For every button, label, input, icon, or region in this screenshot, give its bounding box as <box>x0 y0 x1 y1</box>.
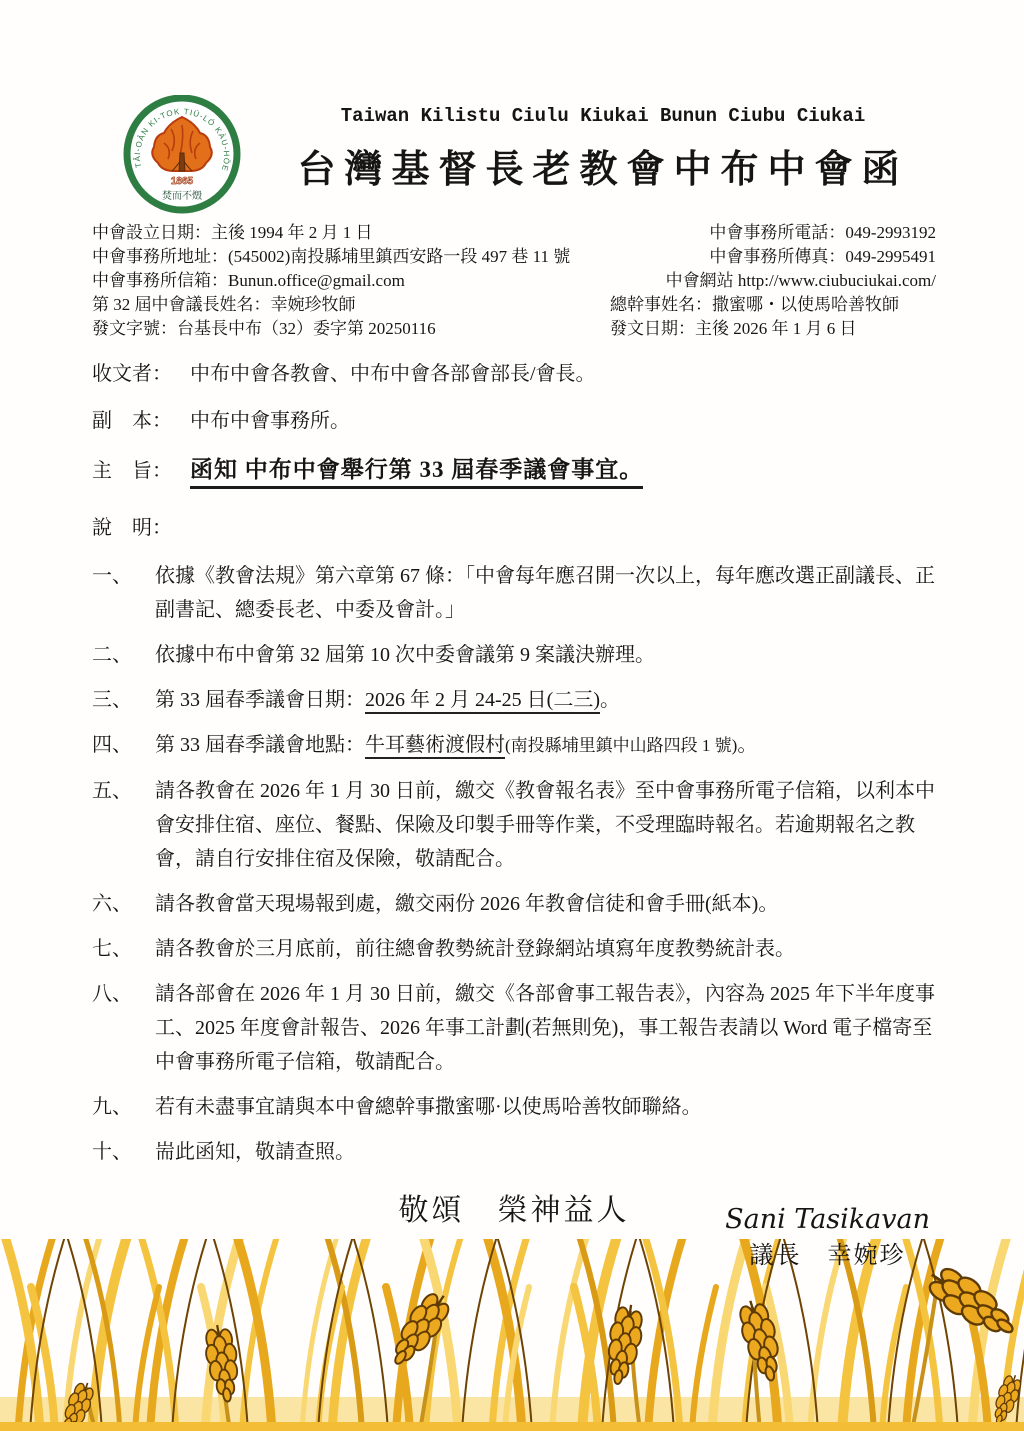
item-text <box>155 683 936 717</box>
item-number: 八、 <box>92 983 132 1005</box>
letterhead-info <box>0 215 1024 341</box>
info-line-website: 中會網站 http://www.ciubuciukai.com/ <box>665 271 936 290</box>
list-item <box>92 932 936 966</box>
explanation-row <box>92 515 936 542</box>
item-number: 四、 <box>92 734 132 756</box>
item-text: 請各部會在 2026 年 1 月 30 日前，繳交《各部會事工報告表》，內容為 2025 年下半年度事工、2025 年度會計報告、2026 年事工計劃(若無則免)，事工報告表請以 Word 電子檔寄至中會事務所電子信箱，敬請配合。 <box>155 983 935 1073</box>
list-item <box>92 1090 936 1124</box>
closing-blessing: 敬頌 榮神益人 <box>398 1194 630 1227</box>
venue-address-small: (南投縣埔里鎮中山路四段 1 號) <box>505 736 738 755</box>
signature-block <box>725 1203 930 1275</box>
seal-arc-text: TÂI-OÂN KI-TOK TIÚ-LÓ KÀU-HŌE <box>132 107 232 173</box>
burning-bush-seal-icon <box>122 95 242 215</box>
cc-row <box>92 408 936 435</box>
subject-row <box>92 456 936 489</box>
info-line-founded: 中會設立日期：主後 1994 年 2 月 1 日 <box>92 223 373 242</box>
list-item <box>92 774 936 876</box>
info-left-column <box>92 221 570 341</box>
item-number: 三、 <box>92 689 132 711</box>
meeting-venue-underlined: 牛耳藝術渡假村 <box>365 734 505 759</box>
english-title: Taiwan Kilistu Ciulu Kiukai Bunun Ciubu Ciukai <box>340 105 866 127</box>
cc-label: 副 本： <box>92 410 172 432</box>
item-number: 一、 <box>92 565 132 587</box>
item-text <box>155 728 936 763</box>
explanation-items <box>92 559 936 1169</box>
subject-label: 主 旨： <box>92 460 172 482</box>
item-text: 請各教會於三月底前，前往總會教勢統計登錄網站填寫年度教勢統計表。 <box>155 938 795 960</box>
info-line-address: 中會事務所地址：(545002)南投縣埔里鎮西安路一段 497 巷 11 號 <box>92 247 571 266</box>
explanation-label: 說 明： <box>92 517 172 539</box>
subject-value: 函知 中布中會舉行第 33 屆春季議會事宜。 <box>190 456 643 489</box>
seal-year: 1865 <box>170 176 194 187</box>
item-text-post: 。 <box>737 734 758 756</box>
list-item <box>92 683 936 717</box>
list-item <box>92 638 936 672</box>
item-number: 二、 <box>92 644 132 666</box>
list-item <box>92 728 936 763</box>
item-number: 九、 <box>92 1096 132 1118</box>
church-seal-logo <box>122 95 242 215</box>
info-line-email: 中會事務所信箱：Bunun.office@gmail.com <box>92 271 405 290</box>
info-line-fax: 中會事務所傳真：049-2995491 <box>709 247 936 266</box>
info-line-phone: 中會事務所電話：049-2993192 <box>709 223 936 242</box>
recipient-label: 收文者： <box>92 363 172 385</box>
item-number: 十、 <box>92 1141 132 1163</box>
info-line-moderator: 第 32 屆中會議長姓名：幸婉珍牧師 <box>92 295 356 314</box>
item-number: 五、 <box>92 780 132 802</box>
letter-header <box>0 0 1024 215</box>
info-line-general-secretary: 總幹事姓名：撒蜜哪・以使馬哈善牧師 <box>610 295 899 314</box>
info-line-issue-date: 發文日期：主後 2026 年 1 月 6 日 <box>610 319 857 338</box>
item-text: 若有未盡事宜請與本中會總幹事撒蜜哪·以使馬哈善牧師聯絡。 <box>155 1096 702 1118</box>
header-titles <box>242 95 964 193</box>
item-text-pre: 第 33 屆春季議會日期： <box>155 689 365 711</box>
list-item <box>92 559 936 627</box>
list-item <box>92 977 936 1079</box>
item-text: 請各教會當天現場報到處，繳交兩份 2026 年教會信徒和會手冊(紙本)。 <box>155 893 779 915</box>
signature-roman-name: Sani Tasikavan <box>725 1204 930 1235</box>
cc-value: 中布中會事務所。 <box>190 410 350 432</box>
info-right-column <box>606 221 936 341</box>
item-text-post: 。 <box>599 689 620 711</box>
list-item <box>92 887 936 921</box>
item-number: 七、 <box>92 938 132 960</box>
item-number: 六、 <box>92 893 132 915</box>
signature-title-name: 議長 幸婉珍 <box>749 1243 906 1269</box>
item-text: 依據《教會法規》第六章第 67 條：「中會每年應召開一次以上，每年應改選正副議長、正副書記、總委長老、中委及會計。」 <box>155 565 935 621</box>
item-text: 請各教會在 2026 年 1 月 30 日前，繳交《教會報名表》至中會事務所電子信箱，以利本中會安排住宿、座位、餐點、保險及印製手冊等作業，不受理臨時報名。若逾期報名之教會，請自行安排住宿及保險，敬請配合。 <box>155 780 935 870</box>
recipient-row <box>92 361 936 388</box>
recipient-value: 中布中會各教會、中布中會各部會部長/會長。 <box>190 363 596 385</box>
letter-body <box>0 361 1024 1229</box>
item-text: 耑此函知，敬請查照。 <box>155 1141 355 1163</box>
chinese-title: 台灣基督長老教會中布中會函 <box>297 149 909 191</box>
item-text-pre: 第 33 屆春季議會地點： <box>155 734 365 756</box>
item-text: 依據中布中會第 32 屆第 10 次中委會議第 9 案議決辦理。 <box>155 644 655 666</box>
meeting-date-underlined: 2026 年 2 月 24-25 日(二三) <box>365 689 600 714</box>
seal-motto: 焚而不燬 <box>162 191 202 202</box>
info-line-ref-number: 發文字號：台基長中布（32）委字第 20250116 <box>92 319 436 338</box>
list-item <box>92 1135 936 1169</box>
